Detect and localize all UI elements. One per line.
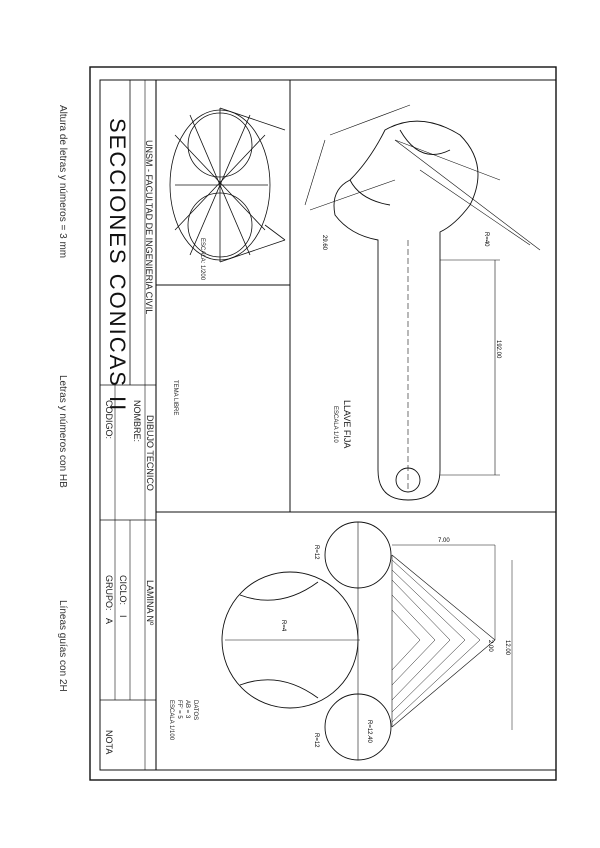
ciclo-value: I: [118, 615, 128, 618]
grupo-value: A: [104, 618, 114, 625]
ciclo-label: CICLO:: [118, 575, 128, 606]
dim-192: 192.00: [495, 340, 501, 359]
note-letter-height: Altura de letras y números = 3 mm: [57, 105, 68, 259]
tema-libre: TEMA LIBRE: [172, 380, 178, 416]
dim-2: 2.00: [487, 640, 493, 652]
wrench-drawing: [305, 105, 540, 500]
dim-12: 12.00: [504, 640, 510, 656]
title-block-border: [100, 80, 556, 770]
datos-ff: FF' = 5: [176, 700, 182, 719]
datos-label: DATOS: [192, 700, 198, 721]
nombre-label: NOMBRE:: [132, 400, 142, 443]
dim-29: 29.60: [321, 235, 327, 251]
dim-r40: R=40: [483, 232, 489, 247]
dim-r1240: R=12.40: [366, 720, 372, 743]
note-letters-pencil: Letras y números con HB: [57, 375, 68, 488]
dim-7: 7.00: [438, 538, 450, 544]
datos-scale: ESCALA 1/100: [168, 700, 174, 741]
datos-ab: AB = 3: [184, 700, 190, 719]
codigo-label: CODIGO:: [104, 400, 114, 440]
dim-r12b: R=12: [313, 733, 319, 748]
ellipse-construction: [170, 108, 285, 262]
drawing-title: SECCIONES CONICAS II: [105, 118, 130, 413]
outer-frame: [90, 67, 556, 780]
dim-r4: R=4: [280, 620, 286, 632]
university-name: UNSM - FACULTAD DE INGENIERIA CIVIL: [144, 140, 154, 315]
wrench-title: LLAVE FIJA: [342, 400, 352, 449]
wrench-scale: ESCALA 1/10: [332, 406, 338, 443]
dim-r12a: R=12: [313, 545, 319, 560]
ellipse-scale: ESCALA: 1/200: [199, 238, 205, 281]
lamina-label: LAMINA Nº: [145, 580, 155, 626]
nota-label: NOTA: [104, 730, 114, 755]
course-name: DIBUJO TECNICO: [145, 415, 155, 491]
grupo-label: GRUPO:: [104, 575, 114, 611]
note-guide-lines: Líneas guías con 2H: [57, 600, 68, 692]
